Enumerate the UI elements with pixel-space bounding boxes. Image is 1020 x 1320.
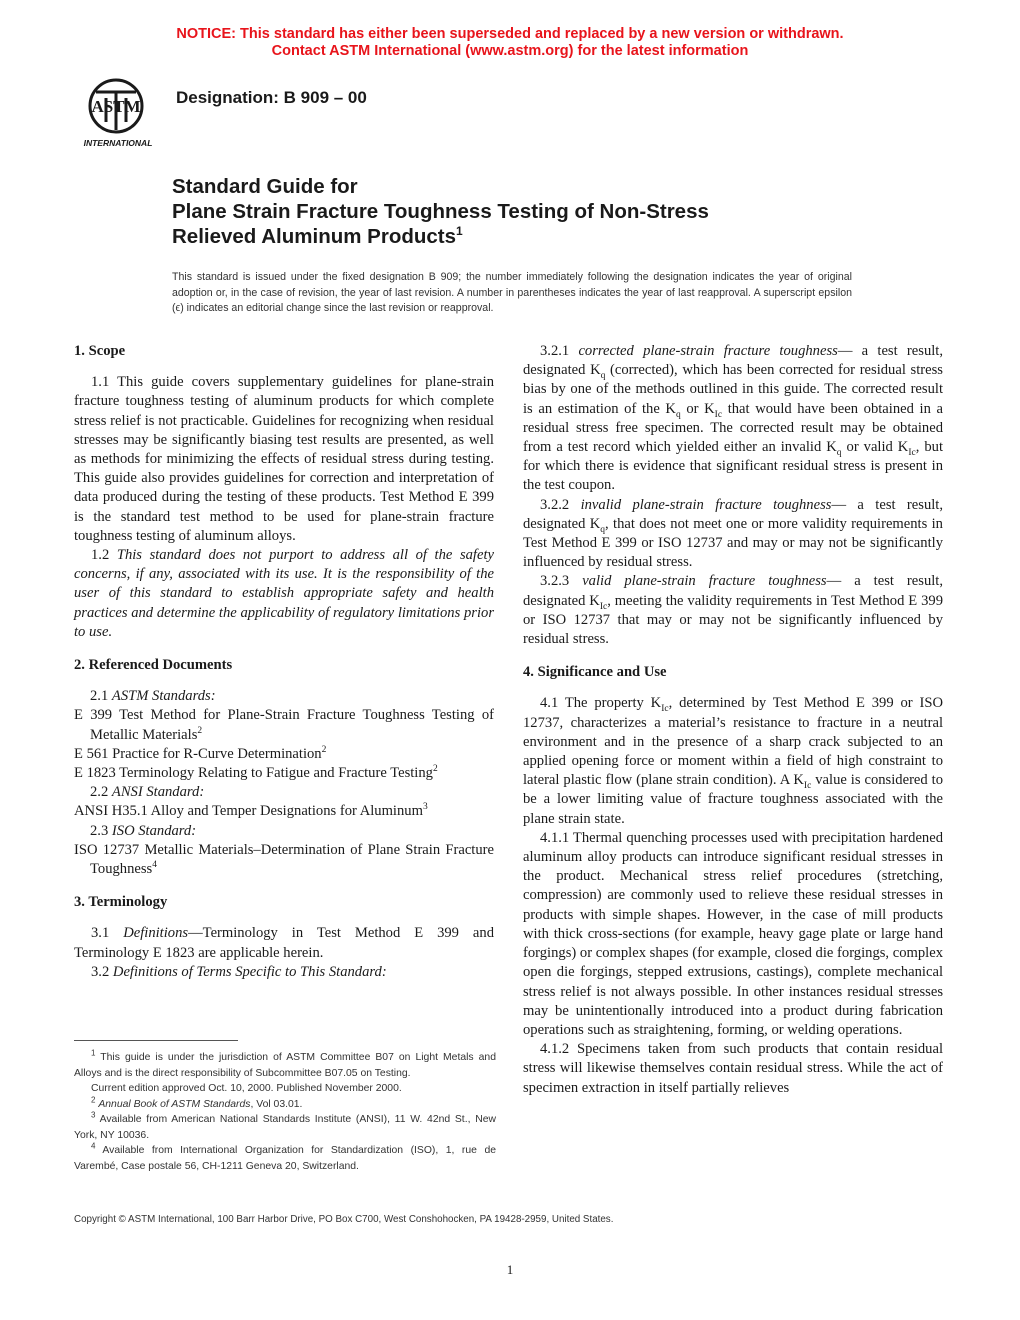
reference-e399: E 399 Test Method for Plane-Strain Fracture Toughness Testing of Metallic Materials$^2$ xyxy=(74,707,494,743)
reference-e1823: E 1823 Terminology Relating to Fatigue and Fracture Testing$^2$ xyxy=(74,764,438,782)
section-heading-scope: 1. Scope xyxy=(74,343,126,359)
title-line-1: Standard Guide for xyxy=(172,175,358,198)
left-column xyxy=(74,342,494,982)
designation: Designation: B 909 – 00 xyxy=(176,88,367,107)
footnote-1: $^1$ This guide is under the jurisdiction of ASTM Committee B07 on Light Metals and Alloys and is the direct responsibility of Subcommittee B07.05 on Testing. xyxy=(74,1048,496,1079)
paragraph-1-2: 1.2 This standard does not purport to address all of the safety concerns, if any, associated with its use. It is the responsibility of the user of this standard to establish appropriate safety and health practices and determine the applicability of regulatory limitations prior to use. xyxy=(74,547,494,640)
paragraph-4-1: 4.1 The property $K_{Ic}$, determined by Test Method E 399 or ISO 12737, characterizes a material’s resistance to fracture in a neutral environment and in the presence of a sharp crack subjected to an applied opening force or moment within a field of high constraint to lateral plastic flow (plane strain condition). A $K_{Ic}$ value is considered to be a lower limiting value of fracture toughness associated with the plane strain state. xyxy=(523,695,944,827)
notice-line-2: Contact ASTM International (www.astm.org) for the latest information xyxy=(271,43,749,59)
paragraph-3-1: 3.1 Definitions—Terminology in Test Method E 399 and Terminology E 1823 are applicable herein. xyxy=(74,925,494,961)
paragraph-1-1: 1.1 This guide covers supplementary guidelines for plane-strain fracture toughness testing of aluminum products for which complete stress relief is not practicable. Guidelines for recognizing when residual stresses may be significantly biasing test results are presented, as well as methods for minimizing the effects of residual stress during testing. This guide also provides guidelines for correction and interpretation of data produced during the testing of these products. Test Method E 399 is the standard test method to be used for plane-strain fracture toughness testing of aluminum alloys. xyxy=(74,374,494,544)
footnote-divider xyxy=(74,1040,238,1041)
subsection-2-3: 2.3 ISO Standard: xyxy=(90,822,197,839)
reference-ansi: ANSI H35.1 Alloy and Temper Designations for Aluminum$^3$ xyxy=(74,802,428,820)
reference-e561: E 561 Practice for R-Curve Determination$^2$ xyxy=(74,745,327,762)
title-footnote-mark: 1 xyxy=(456,224,463,239)
reference-iso: ISO 12737 Metallic Materials–Determination of Plane Strain Fracture Toughness$^4$ xyxy=(74,841,494,878)
document-title xyxy=(172,174,892,249)
section-heading-referenced: 2. Referenced Documents xyxy=(74,657,233,674)
paragraph-3-2-2: 3.2.2 invalid plane-strain fracture toughness— a test result, designated $K_q$, that does not meet one or more validity requirements in Test Method E 399 or ISO 12737 and may or may not be significantly influenced by residual stress. xyxy=(523,496,944,571)
withdrawn-notice xyxy=(0,26,1020,60)
paragraph-3-2: 3.2 Definitions of Terms Specific to This Standard: xyxy=(91,963,387,980)
footnote-4: $^4$ Available from International Organization for Standardization (ISO), 1, rue de Varembé, Case postale 56, CH-1211 Geneva 20, Switzerland. xyxy=(74,1141,496,1172)
astm-logo-mark xyxy=(76,74,160,152)
paragraph-4-1-1: 4.1.1 Thermal quenching processes used with precipitation hardened aluminum alloy products can introduce significant residual stresses in the product. Mechanical stress relief procedures (stretching, compression) are commonly used to relieve these residual stresses in products with simple shapes. However, in the case of mill products with thick cross-sections (for example, heavy gage plate or large hand forgings) or complex shapes (for example, closed die forgings, complex open die forgings, stepped extrusions, castings), complete mechanical stress relief is not always possible. In other instances residual stresses may be unintentionally introduced into a product during fabrication operations such as straightening, forming, or welding operations. xyxy=(523,829,943,1038)
section-heading-terminology: 3. Terminology xyxy=(74,894,168,911)
paragraph-3-2-3: 3.2.3 valid plane-strain fracture toughness— a test result, designated $K_{Ic}$, meeting the validity requirements in Test Method E 399 or ISO 12737 that may or may not be significantly influenced by residual stress. xyxy=(523,573,944,648)
title-line-2: Plane Strain Fracture Toughness Testing of Non-Stress xyxy=(172,200,709,223)
subsection-2-2: 2.2 ANSI Standard: xyxy=(90,784,205,801)
title-line-3: Relieved Aluminum Products$^1$ xyxy=(172,224,463,248)
notice-line-1: NOTICE: This standard has either been superseded and replaced by a new version or withdrawn. xyxy=(176,26,844,42)
footnote-1-edition: Current edition approved Oct. 10, 2000. Published November 2000. xyxy=(91,1083,402,1094)
paragraph-4-1-2: 4.1.2 Specimens taken from such products that contain residual stress will likewise themselves contain residual stress. While the act of specimen extraction in itself partially relieves xyxy=(523,1041,943,1096)
logo-subtext: INTERNATIONAL xyxy=(83,138,153,148)
right-column xyxy=(523,342,943,1098)
subsection-2-1: 2.1 ASTM Standards: xyxy=(90,688,216,705)
copyright-line: Copyright © ASTM International, 100 Barr Harbor Drive, PO Box C700, West Conshohocken, PA 19428-2959, United States. xyxy=(74,1214,614,1225)
footnote-2: $^2$ Annual Book of ASTM Standards, Vol 03.01. xyxy=(91,1095,303,1110)
astm-logo xyxy=(76,74,160,152)
footnote-3: $^3$ Available from American National Standards Institute (ANSI), 11 W. 42nd St., New York, NY 10036. xyxy=(74,1110,496,1141)
logo-text: ASTM xyxy=(91,97,141,116)
paragraph-3-2-1: 3.2.1 corrected plane-strain fracture toughness— a test result, designated $K_q$ (corrected), which has been corrected for residual stress bias by one of the methods outlined in this guide. The corrected result is an estimation of the $K_q$ or $K_{Ic}$ that would have been obtained in a residual stress free specimen. The corrected result may be obtained from a test record which yielded either an invalid $K_q$ or valid $K_{Ic}$, but for which there is evidence that significant residual stress is present in the test coupon. xyxy=(523,343,944,494)
section-heading-significance: 4. Significance and Use xyxy=(523,664,667,681)
issue-statement: This standard is issued under the fixed designation B 909; the number immediately following the designation indicates the year of original adoption or, in the case of revision, the year of last revision. A number in parentheses indicates the year of last reapproval. A superscript epsilon (ϵ) indicates an editorial change since the last revision or reapproval. xyxy=(172,271,852,314)
page-number: 1 xyxy=(506,1262,514,1277)
footnotes xyxy=(74,1050,496,1174)
